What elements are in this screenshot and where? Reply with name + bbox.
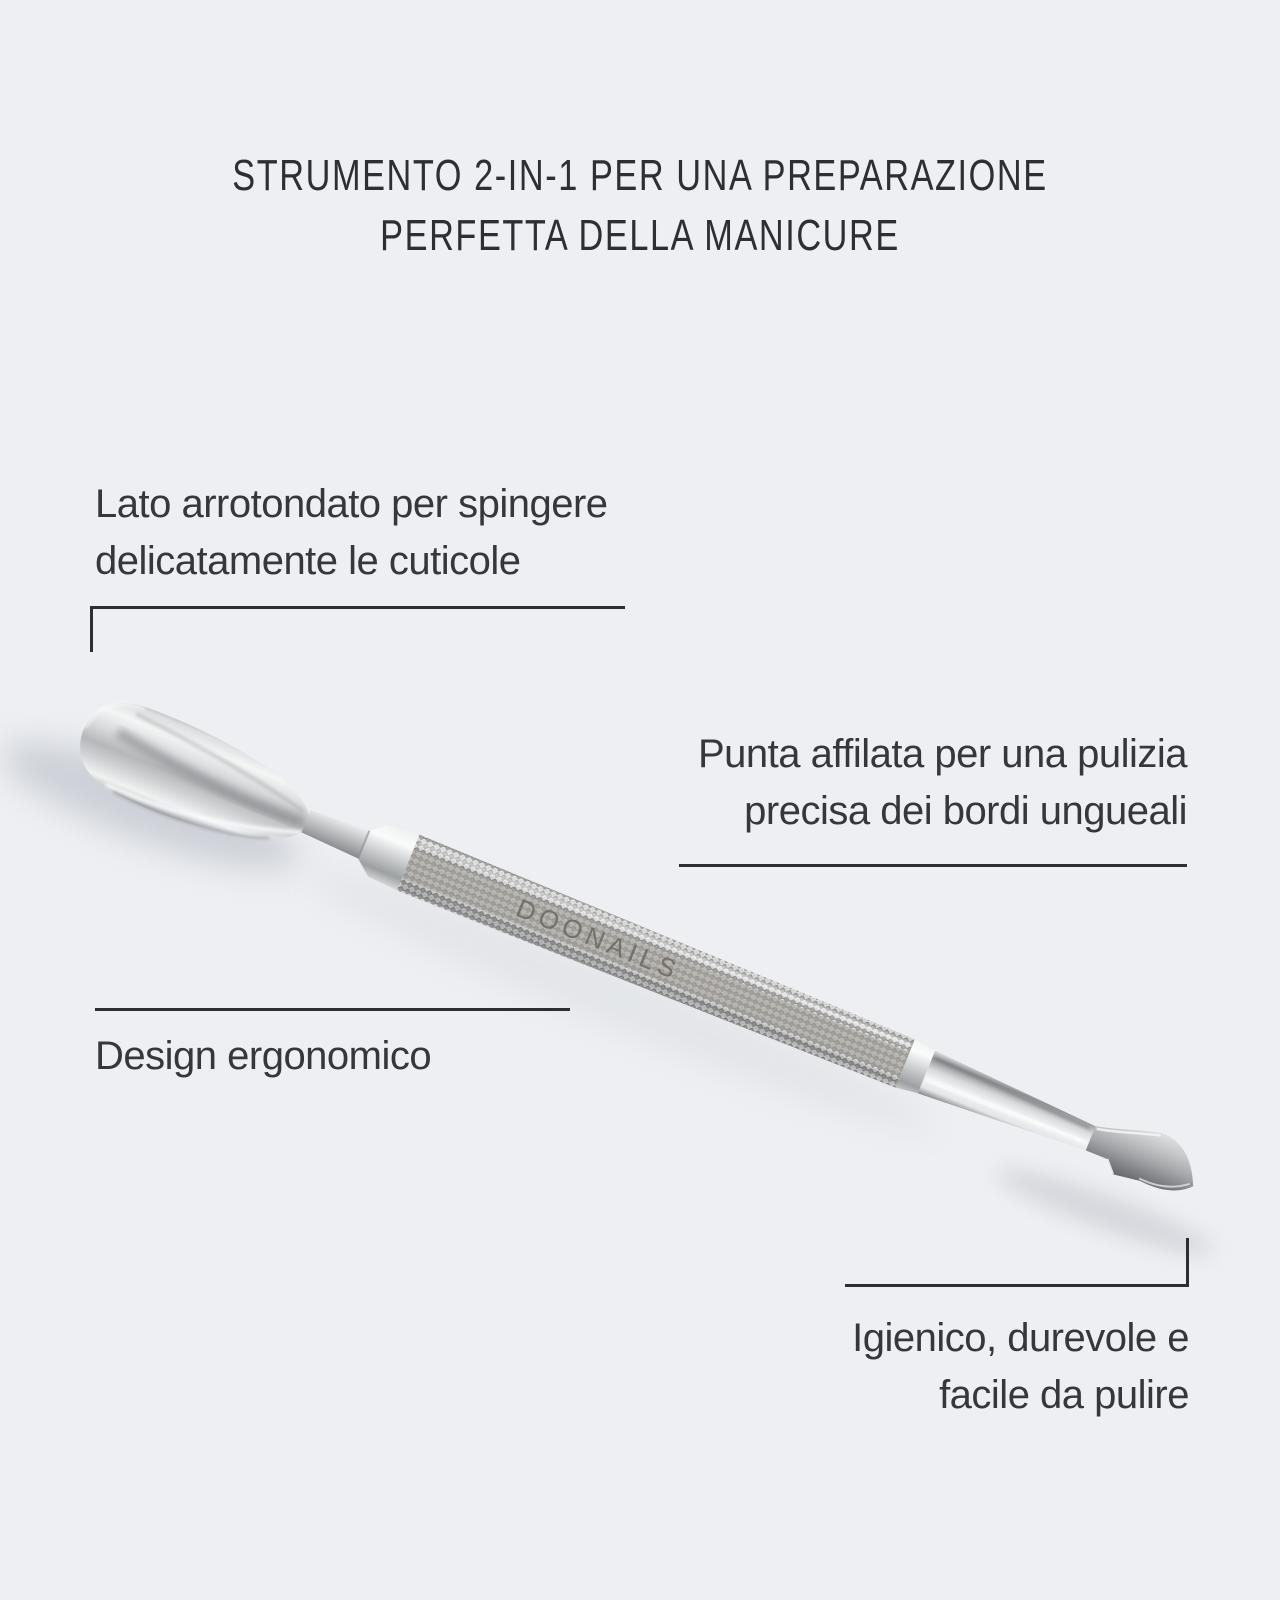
- pointed-blade-tip: [1081, 1109, 1207, 1204]
- callout-rounded-side-line-2: delicatamente le cuticole: [95, 539, 521, 583]
- callout-sharp-tip-line-2: precisa dei bordi ungueali: [744, 789, 1187, 833]
- callout-ergonomic-leader-line: [95, 1008, 570, 1011]
- callout-hygienic-leader-line: [845, 1238, 1189, 1287]
- callout-rounded-side-leader-line: [90, 606, 625, 652]
- callout-rounded-side-line-1: Lato arrotondato per spingere: [95, 482, 608, 526]
- brand-engraving: DOONAILS: [512, 892, 685, 986]
- page-title-line-1: STRUMENTO 2-IN-1 PER UNA PREPARAZIONE: [232, 151, 1048, 200]
- callout-hygienic-line-1: Igienico, durevole e: [852, 1316, 1189, 1360]
- callout-sharp-tip-leader-line: [679, 864, 1187, 867]
- callout-ergonomic-design: [95, 1028, 431, 1085]
- callout-hygienic: [852, 1310, 1189, 1424]
- callout-sharp-tip: [698, 726, 1187, 840]
- callout-rounded-side: [95, 476, 608, 590]
- page-title-line-2: PERFETTA DELLA MANICURE: [380, 211, 900, 260]
- callout-sharp-tip-line-1: Punta affilata per una pulizia: [697, 732, 1187, 776]
- tapered-shaft: [918, 1051, 1099, 1160]
- callout-hygienic-line-2: facile da pulire: [939, 1373, 1189, 1417]
- spoon-neck: [301, 807, 370, 858]
- callout-ergonomic-design-text: Design ergonomico: [95, 1034, 432, 1078]
